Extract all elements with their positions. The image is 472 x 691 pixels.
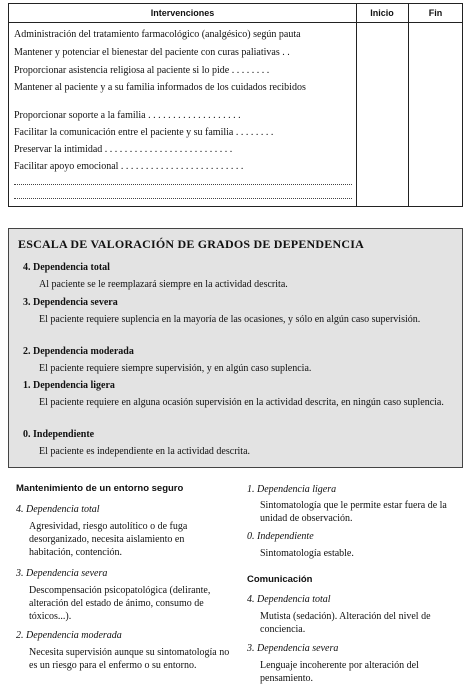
column-divider bbox=[408, 4, 409, 206]
item-heading: 1. Dependencia ligera bbox=[247, 484, 337, 495]
item-heading: 3. Dependencia severa bbox=[16, 568, 108, 579]
scale-level-heading: 4. Dependencia total bbox=[23, 262, 110, 273]
scale-level-heading: 2. Dependencia moderada bbox=[23, 346, 134, 357]
item-description: Lenguaje incoherente por alteración del pensamiento. bbox=[260, 660, 419, 684]
scale-level-heading: 1. Dependencia ligera bbox=[23, 380, 115, 391]
item-heading: 2. Dependencia moderada bbox=[16, 630, 122, 641]
header-interventions: Intervenciones bbox=[150, 8, 215, 18]
table-row: Preservar la intimidad . . . . . . . . . . . . . . . . . . . . . . . . . . bbox=[14, 144, 233, 155]
item-heading: 4. Dependencia total bbox=[247, 594, 331, 605]
table-row: Administración del tratamiento farmacológico (analgésico) según pauta bbox=[14, 29, 301, 40]
interventions-table bbox=[8, 3, 463, 207]
header-end: Fin bbox=[428, 8, 443, 18]
item-heading: 4. Dependencia total bbox=[16, 504, 100, 515]
empty-row-line bbox=[14, 184, 352, 185]
table-row: Proporcionar asistencia religiosa al paciente si lo pide . . . . . . . . bbox=[14, 65, 270, 76]
table-row: Mantener al paciente y a su familia informados de los cuidados recibidos bbox=[14, 82, 306, 93]
column-divider bbox=[356, 4, 357, 206]
scale-level-description: El paciente requiere suplencia en la mayoría de las ocasiones, y sólo en algún caso supervisión. bbox=[39, 314, 421, 325]
item-heading: 0. Independiente bbox=[247, 531, 314, 542]
table-row: Proporcionar soporte a la familia . . . . . . . . . . . . . . . . . . . bbox=[14, 110, 241, 121]
scale-level-description: Al paciente se le reemplazará siempre en la actividad descrita. bbox=[39, 279, 288, 290]
table-row: Mantener y potenciar el bienestar del paciente con curas paliativas . . bbox=[14, 47, 290, 58]
section-heading-safe-environment: Mantenimiento de un entorno seguro bbox=[16, 483, 184, 494]
scale-level-heading: 3. Dependencia severa bbox=[23, 297, 118, 308]
item-description: Sintomatología que le permite estar fuera de la unidad de observación. bbox=[260, 500, 447, 524]
table-header bbox=[9, 4, 462, 23]
item-description: Necesita supervisión aunque su sintomatología no es un riesgo para el enfermo o su entorno. bbox=[29, 647, 230, 671]
table-row: Facilitar apoyo emocional . . . . . . . . . . . . . . . . . . . . . . . . . bbox=[14, 161, 244, 172]
section-heading-communication: Comunicación bbox=[247, 574, 313, 585]
item-description: Sintomatología estable. bbox=[260, 548, 354, 559]
item-description: Agresividad, riesgo autolítico o de fuga desorganizado, necesita aislamiento en habitación, contención. bbox=[29, 521, 188, 558]
scale-title: ESCALA DE VALORACIÓN DE GRADOS DE DEPENDENCIA bbox=[18, 237, 364, 251]
item-description: Descompensación psicopatológica (delirante, alteración del estado de ánimo, consumo de tóxicos...). bbox=[29, 585, 211, 622]
dependency-scale-box bbox=[8, 228, 463, 468]
item-description: Mutista (sedación). Alteración del nivel de conciencia. bbox=[260, 611, 431, 635]
table-row: Facilitar la comunicación entre el paciente y su familia . . . . . . . . bbox=[14, 127, 274, 138]
empty-row-line bbox=[14, 198, 352, 199]
header-start: Inicio bbox=[370, 8, 394, 18]
scale-level-description: El paciente es independiente en la actividad descrita. bbox=[39, 446, 251, 457]
item-heading: 3. Dependencia severa bbox=[247, 643, 339, 654]
scale-level-description: El paciente requiere siempre supervisión, y en algún caso suplencia. bbox=[39, 363, 312, 374]
scale-level-description: El paciente requiere en alguna ocasión supervisión en la actividad descrita, en ningún caso suplencia. bbox=[39, 397, 444, 408]
scale-level-heading: 0. Independiente bbox=[23, 429, 95, 440]
